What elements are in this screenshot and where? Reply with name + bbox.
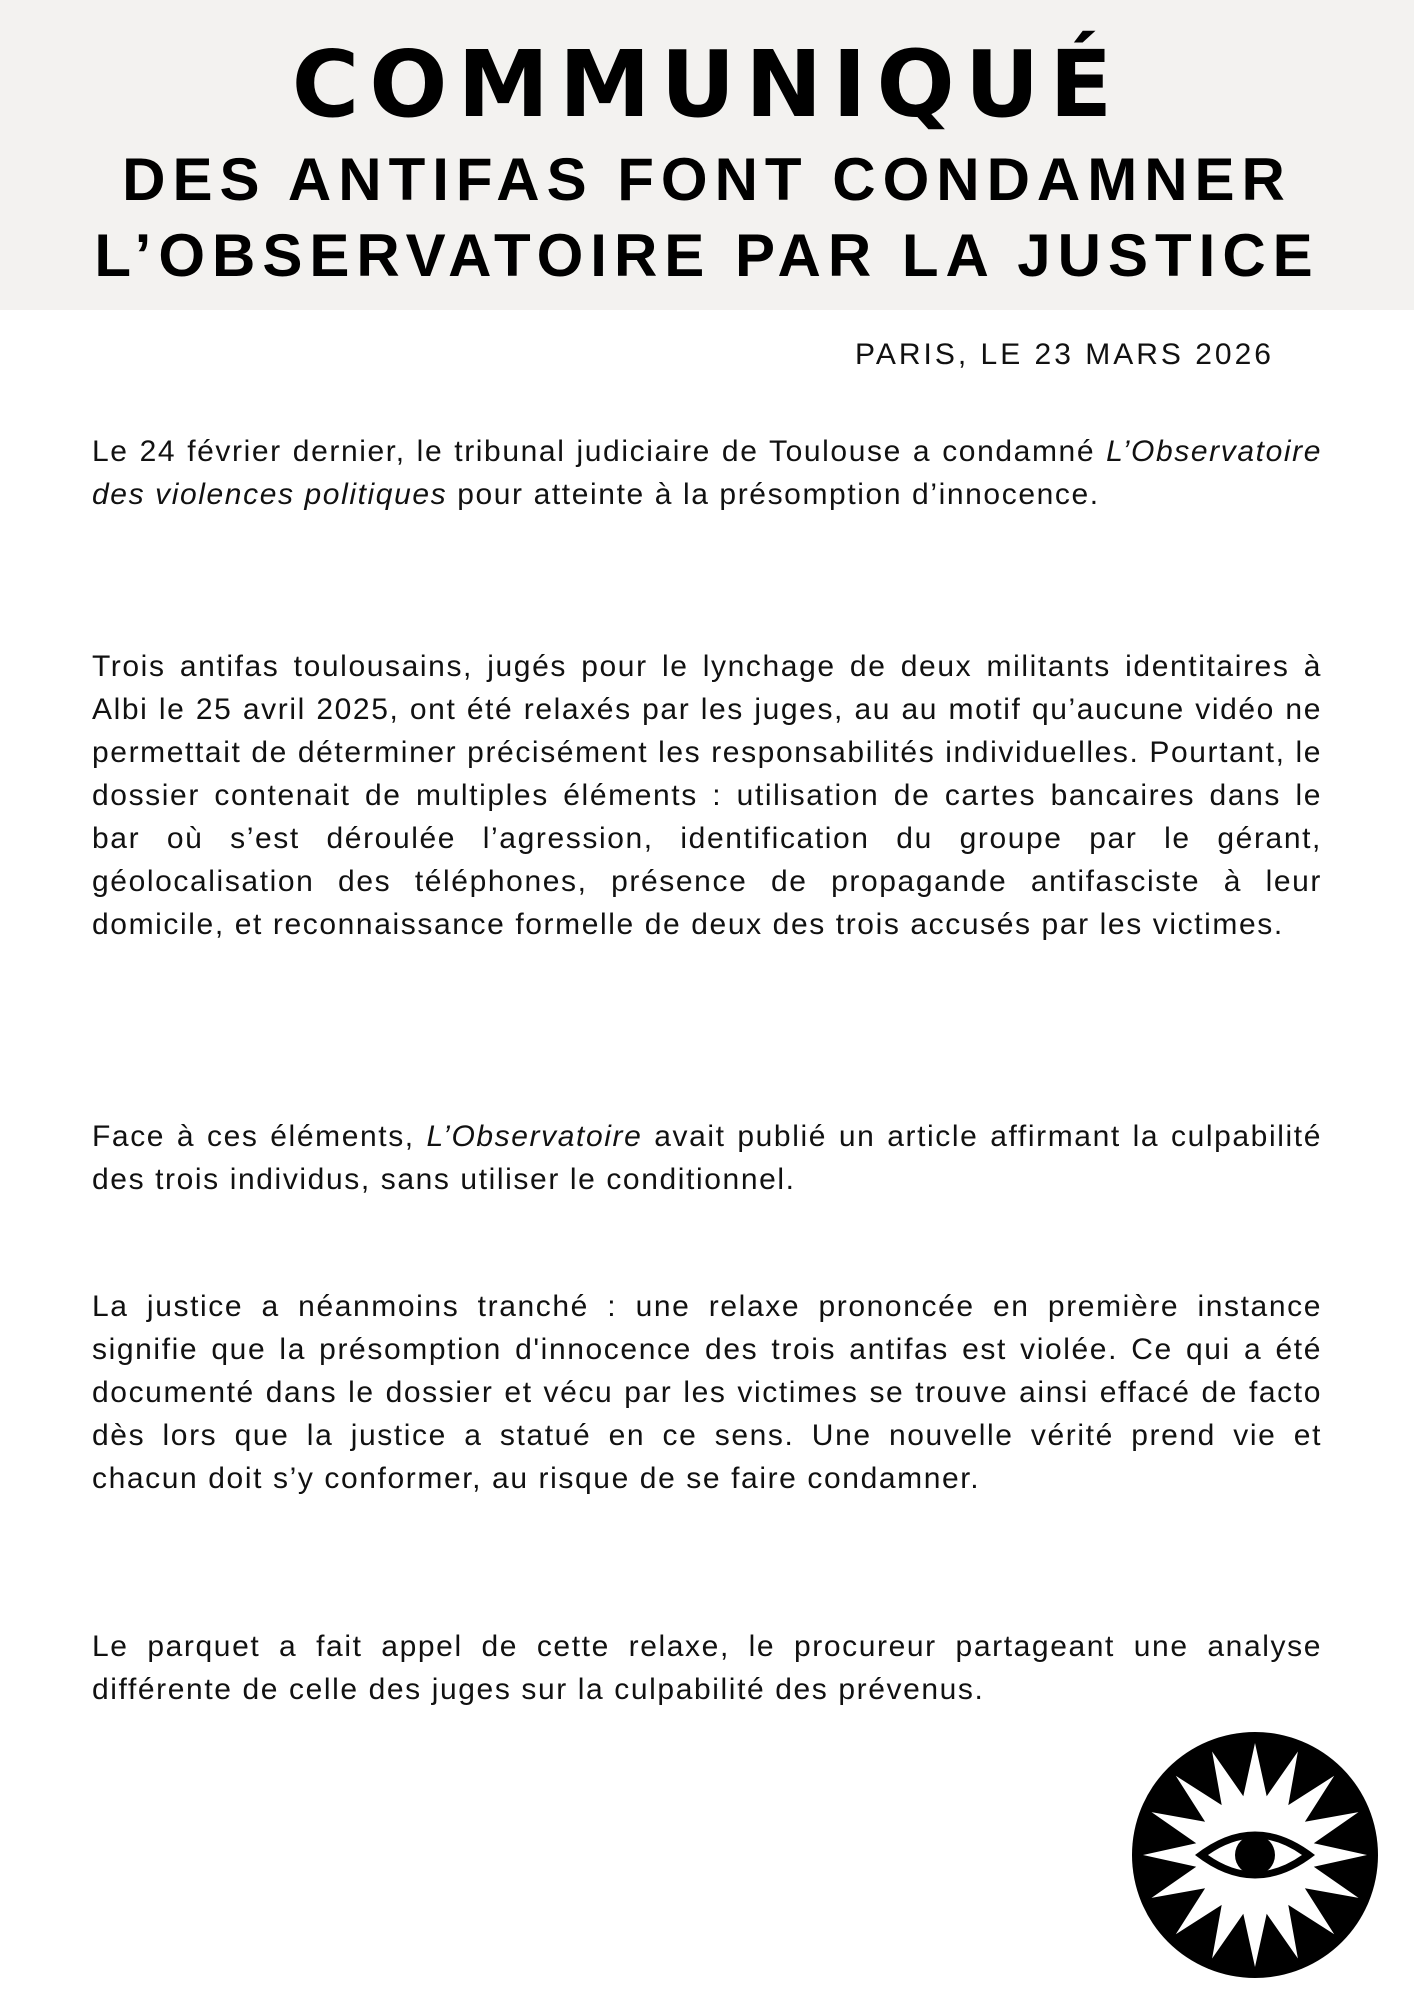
subtitle-line-1: DES ANTIFAS FONT CONDAMNER (122, 146, 1292, 213)
paragraph-1-italic: L’Observatoire des violences politiques (92, 435, 1322, 511)
paragraph-3-text-a: Face à ces éléments, (92, 1120, 427, 1153)
paragraph-3 (92, 1115, 1322, 1201)
paragraph-5: Le parquet a fait appel de cette relaxe, le procureur partageant une analyse différente de celle des juges sur la culpabilité des prévenus. (92, 1630, 1322, 1706)
page-subtitle (0, 142, 1414, 294)
paragraph-3-italic: L’Observatoire (426, 1120, 643, 1153)
header-banner (0, 0, 1414, 310)
paragraph-1-text-b: pour atteinte à la présomption d’innocence. (447, 478, 1100, 511)
eye-sun-emblem-icon (1130, 1730, 1380, 1980)
paragraph-1-text-a: Le 24 février dernier, le tribunal judiciaire de Toulouse a condamné (92, 435, 1107, 468)
paragraph-1 (92, 430, 1322, 516)
paragraph-2: Trois antifas toulousains, jugés pour le lynchage de deux militants identitaires à Albi le 25 avril 2025, ont été relaxés par les juges, au au motif qu’aucune vidéo ne permettait de déterminer précisément les responsabilités individuelles. Pourtant, le dossier contenait de multiples éléments : utilisation de cartes bancaires dans le bar où s’est déroulée l’agression, identification du groupe par le gérant, géolocalisation des téléphones, présence de propagande antifasciste à leur domicile, et reconnaissance formelle de deux des trois accusés par les victimes. (92, 650, 1322, 941)
page-title: COMMUNIQUÉ (291, 31, 1123, 138)
subtitle-line-2: L’OBSERVATOIRE PAR LA JUSTICE (94, 222, 1320, 289)
paragraph-4: La justice a néanmoins tranché : une relaxe prononcée en première instance signifie que la présomption d'innocence des trois antifas est violée. Ce qui a été documenté dans le dossier et vécu par les victimes se trouve ainsi effacé de facto dès lors que la justice a statué en ce sens. Une nouvelle vérité prend vie et chacun doit s’y conformer, au risque de se faire condamner. (92, 1290, 1322, 1495)
dateline: PARIS, LE 23 MARS 2026 (855, 338, 1274, 371)
paragraph-3-text-b: avait publié un article affirmant la culpabilité des trois individus, sans utiliser le conditionnel. (92, 1120, 1322, 1196)
